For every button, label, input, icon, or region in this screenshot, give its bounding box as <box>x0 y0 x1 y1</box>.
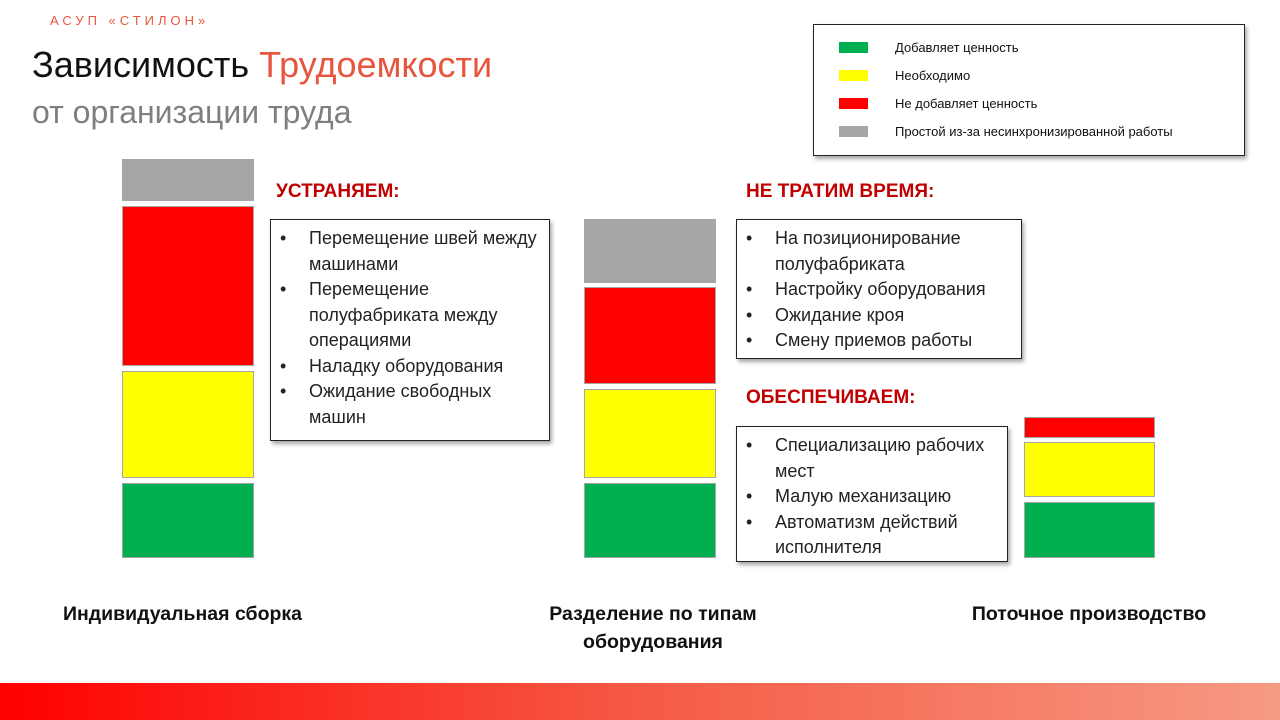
stack1-idle-segment <box>122 159 254 201</box>
provide-box <box>736 426 1008 562</box>
stack3-value-segment <box>1024 502 1155 558</box>
list-item: • Настройку оборудования <box>775 277 1013 303</box>
caption-equipment-separation: Разделение по типам оборудования <box>549 603 757 653</box>
no-waste-heading: НЕ ТРАТИМ ВРЕМЯ: <box>746 181 935 202</box>
provide-heading: ОБЕСПЕЧИВАЕМ: <box>746 387 916 408</box>
list-item: • Наладку оборудования <box>309 354 541 380</box>
legend-label: Необходимо <box>895 67 971 83</box>
legend-swatch-gray <box>839 126 868 137</box>
stack2-necessary-segment <box>584 389 716 478</box>
legend <box>813 24 1245 156</box>
list-item: • На позиционирование полуфабриката <box>775 226 1013 277</box>
legend-label: Добавляет ценность <box>895 39 1019 55</box>
list-item: • Ожидание свободных машин <box>309 379 541 430</box>
legend-swatch-red <box>839 98 868 109</box>
legend-item-idle <box>839 121 1173 141</box>
stack2-non-value-segment <box>584 287 716 384</box>
legend-label: Не добавляет ценность <box>895 95 1038 111</box>
legend-swatch-yellow <box>839 70 868 81</box>
list-item: • Автоматизм действий исполнителя <box>775 510 999 561</box>
caption-flow-production: Поточное производство <box>971 603 1207 625</box>
no-waste-list <box>737 220 1021 354</box>
no-waste-box <box>736 219 1022 359</box>
stack2-value-segment <box>584 483 716 558</box>
footer-gradient-bar <box>0 683 1280 720</box>
legend-label: Простой из-за несинхронизированной работы <box>895 123 1173 139</box>
list-item: • Малую механизацию <box>775 484 999 510</box>
legend-swatch-green <box>839 42 868 53</box>
list-item: • Перемещение швей между машинами <box>309 226 541 277</box>
provide-list <box>737 427 1007 561</box>
page-title-accent: Трудоемкости <box>259 44 493 85</box>
legend-item-value-add <box>839 37 1019 57</box>
legend-item-non-value-add <box>839 93 1037 113</box>
stack3-non-value-segment <box>1024 417 1155 438</box>
caption-individual-assembly: Индивидуальная сборка <box>62 603 303 625</box>
list-item: • Специализацию рабочих мест <box>775 433 999 484</box>
eliminate-box <box>270 219 550 441</box>
stack1-value-segment <box>122 483 254 558</box>
list-item: • Перемещение полуфабриката между операциями <box>309 277 541 354</box>
eliminate-list <box>271 220 549 430</box>
brand-label: АСУП «СТИЛОН» <box>50 13 210 28</box>
page-title <box>32 44 492 86</box>
list-item: • Смену приемов работы <box>775 328 1013 354</box>
list-item: • Ожидание кроя <box>775 303 1013 329</box>
stack1-necessary-segment <box>122 371 254 478</box>
legend-item-necessary <box>839 65 970 85</box>
page-subtitle: от организации труда <box>32 94 352 130</box>
eliminate-heading: УСТРАНЯЕМ: <box>276 181 400 202</box>
stack2-idle-segment <box>584 219 716 283</box>
stack1-non-value-segment <box>122 206 254 366</box>
stack3-necessary-segment <box>1024 442 1155 497</box>
page-title-main: Зависимость <box>32 44 260 85</box>
